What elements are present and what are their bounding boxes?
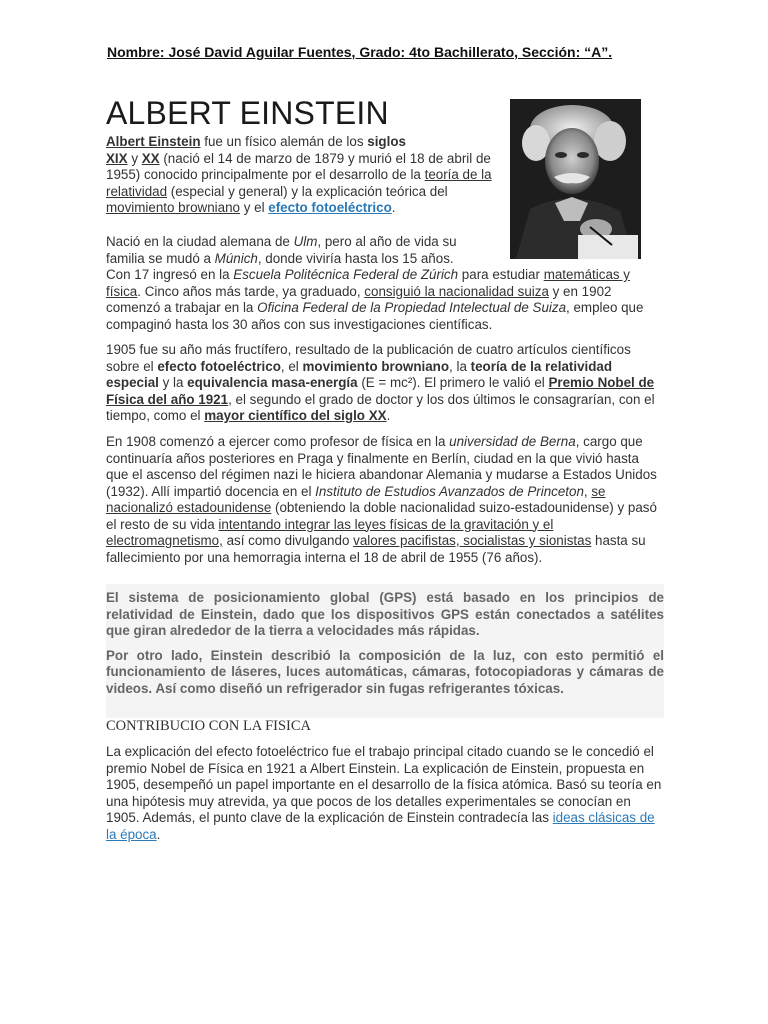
escuela-text: Escuela Politécnica Federal de Zúrich — [233, 267, 459, 282]
p2-text: , empleo que compaginó hasta los 30 años con sus investigaciones científicas. — [106, 300, 644, 332]
mayor-cientifico-link[interactable]: mayor científico del siglo XX — [204, 408, 387, 423]
section-heading: CONTRIBUCIO CON LA FISICA — [106, 718, 312, 734]
p2-text: . Cinco años más tarde, ya graduado, — [137, 283, 365, 299]
matematicas-link[interactable]: matemáticas y física — [106, 267, 631, 299]
p3-text: y la — [158, 375, 188, 390]
intro-text: fue un físico alemán de los — [200, 134, 368, 149]
page-title: ALBERT EINSTEIN — [106, 95, 389, 131]
nacionalizo-link[interactable]: se nacionalizó estadounidense — [106, 483, 606, 515]
p3-text: , el segundo el grado de doctor y los dos últimos le consagrarían, con el tiempo, como el — [106, 391, 655, 423]
oficina-text: Oficina Federal de la Propiedad Intelectual de Suiza — [257, 300, 567, 315]
p3-text: . — [386, 408, 391, 423]
p4-text: , cargo que continuaría años posteriores en Praga y finalmente en Berlín, ciudad en la que vivió hasta que el ascenso del régimen nazi le hiciera abandonar Alemania y mudarse a Estados Unidos (1932). Allí impartió docencia en el — [106, 434, 657, 499]
intro-text: y — [127, 150, 142, 166]
nobel-link[interactable]: Premio Nobel de Física del año 1921 — [106, 375, 655, 407]
intro-paragraph — [106, 134, 506, 217]
valores-link[interactable]: valores pacifistas, socialistas y sionistas — [353, 533, 592, 548]
student-header: Nombre: José David Aguilar Fuentes, Grado: 4to Bachillerato, Sección: “A”. — [107, 44, 613, 60]
p4-text: hasta su fallecimiento por una hemorragia interna el 18 de abril de 1955 (76 años). — [106, 533, 646, 565]
equivalencia-text: equivalencia masa-energía — [187, 375, 358, 390]
intro-text: y el — [239, 200, 269, 215]
p2-text: y en 1902 comenzó a trabajar en la — [106, 283, 612, 315]
fotoelectrico-link[interactable]: efecto fotoeléctrico — [268, 200, 392, 215]
intro-text: (especial y general) y la explicación teórica del — [167, 183, 448, 199]
relatividad-text: teoría de la relatividad especial — [106, 358, 613, 390]
browniano-text: movimiento browniano — [302, 358, 450, 374]
berna-text: universidad de Berna — [449, 434, 576, 449]
einstein-link[interactable]: Albert Einstein — [106, 134, 201, 149]
p4-text: En 1908 comenzó a ejercer como profesor de física en la — [106, 434, 450, 449]
p2-text: , pero al año de vida su familia se mudó a — [106, 234, 457, 266]
p3-text: 1905 fue su año más fructífero, resultado de la publicación de cuatro artículos científicos sobre el — [106, 342, 631, 374]
p5-text: . — [156, 826, 161, 842]
birth-paragraph — [106, 234, 664, 333]
relatividad-link[interactable]: teoría de la relatividad — [106, 167, 492, 199]
xix-link[interactable]: XIX — [106, 150, 128, 166]
ulm-text: Ulm — [293, 234, 318, 249]
intro-text: . — [391, 200, 396, 215]
photo-float-spacer — [476, 234, 664, 264]
browniano-link[interactable]: movimiento browniano — [106, 200, 240, 215]
xx-link[interactable]: XX — [141, 150, 160, 166]
suiza-link[interactable]: consiguió la nacionalidad suiza — [364, 283, 549, 299]
integrar-leyes-link[interactable]: intentando integrar las leyes físicas de la gravitación y el electromagnetismo, — [106, 516, 554, 548]
siglos-text: siglos — [367, 134, 406, 149]
instituto-text: Instituto de Estudios Avanzados de Princeton — [315, 483, 584, 499]
contribution-paragraph — [106, 744, 664, 843]
ideas-clasicas-link[interactable]: ideas clásicas de la época — [106, 810, 655, 842]
p4-text: , — [583, 483, 592, 499]
p2-text: Nació en la ciudad alemana de — [106, 234, 294, 249]
p3-text: , el — [280, 358, 303, 374]
p2-text: para estudiar — [458, 267, 544, 282]
highlight-box — [106, 584, 664, 718]
p2-text: , donde viviría hasta los 15 años. Con 17 ingresó en la — [106, 250, 454, 282]
year-1905-paragraph — [106, 342, 664, 425]
p4-text: (obteniendo la doble nacionalidad suizo-estadounidense) y pasó el resto de su vida — [106, 500, 657, 532]
p5-text: La explicación del efecto fotoeléctrico fue el trabajo principal citado cuando se le concedió el premio Nobel de Física en 1921 a Albert Einstein. La explicación de Einstein, propuesta en 1905, desempeñó un papel importante en el desarrollo de la física atómica. Basó su teoría en una hipótesis muy atrevida, ya que pocos de los detalles experimentales se conocían en 1905. Además, el punto clave de la explicación de Einstein contradecía las — [106, 744, 662, 825]
p4-text: así como divulgando — [222, 533, 354, 548]
munich-text: Múnich — [214, 250, 258, 266]
light-paragraph: Por otro lado, Einstein describió la composición de la luz, con esto permitió el funcionamiento de láseres, luces automáticas, cámaras, fotocopiadoras y cámaras de videos. Así como diseñó un refrigerador sin fugas refrigerantes tóxicas. — [106, 647, 664, 696]
career-paragraph — [106, 434, 664, 566]
p3-text: , la — [449, 358, 471, 374]
p3-text: (E = mc²). El primero le valió el — [357, 375, 549, 390]
intro-text: (nació el 14 de marzo de 1879 y murió el 18 de abril de 1955) conocido principalmente por el desarrollo de la — [106, 150, 491, 182]
gps-paragraph: El sistema de posicionamiento global (GPS) está basado en los principios de relatividad de Einstein, dado que los dispositivos GPS están conectados a satélites que giran alrededor de la tierra a velocidades más rápidas. — [106, 590, 664, 638]
fotoelectrico-text: efecto fotoeléctrico — [157, 358, 281, 374]
